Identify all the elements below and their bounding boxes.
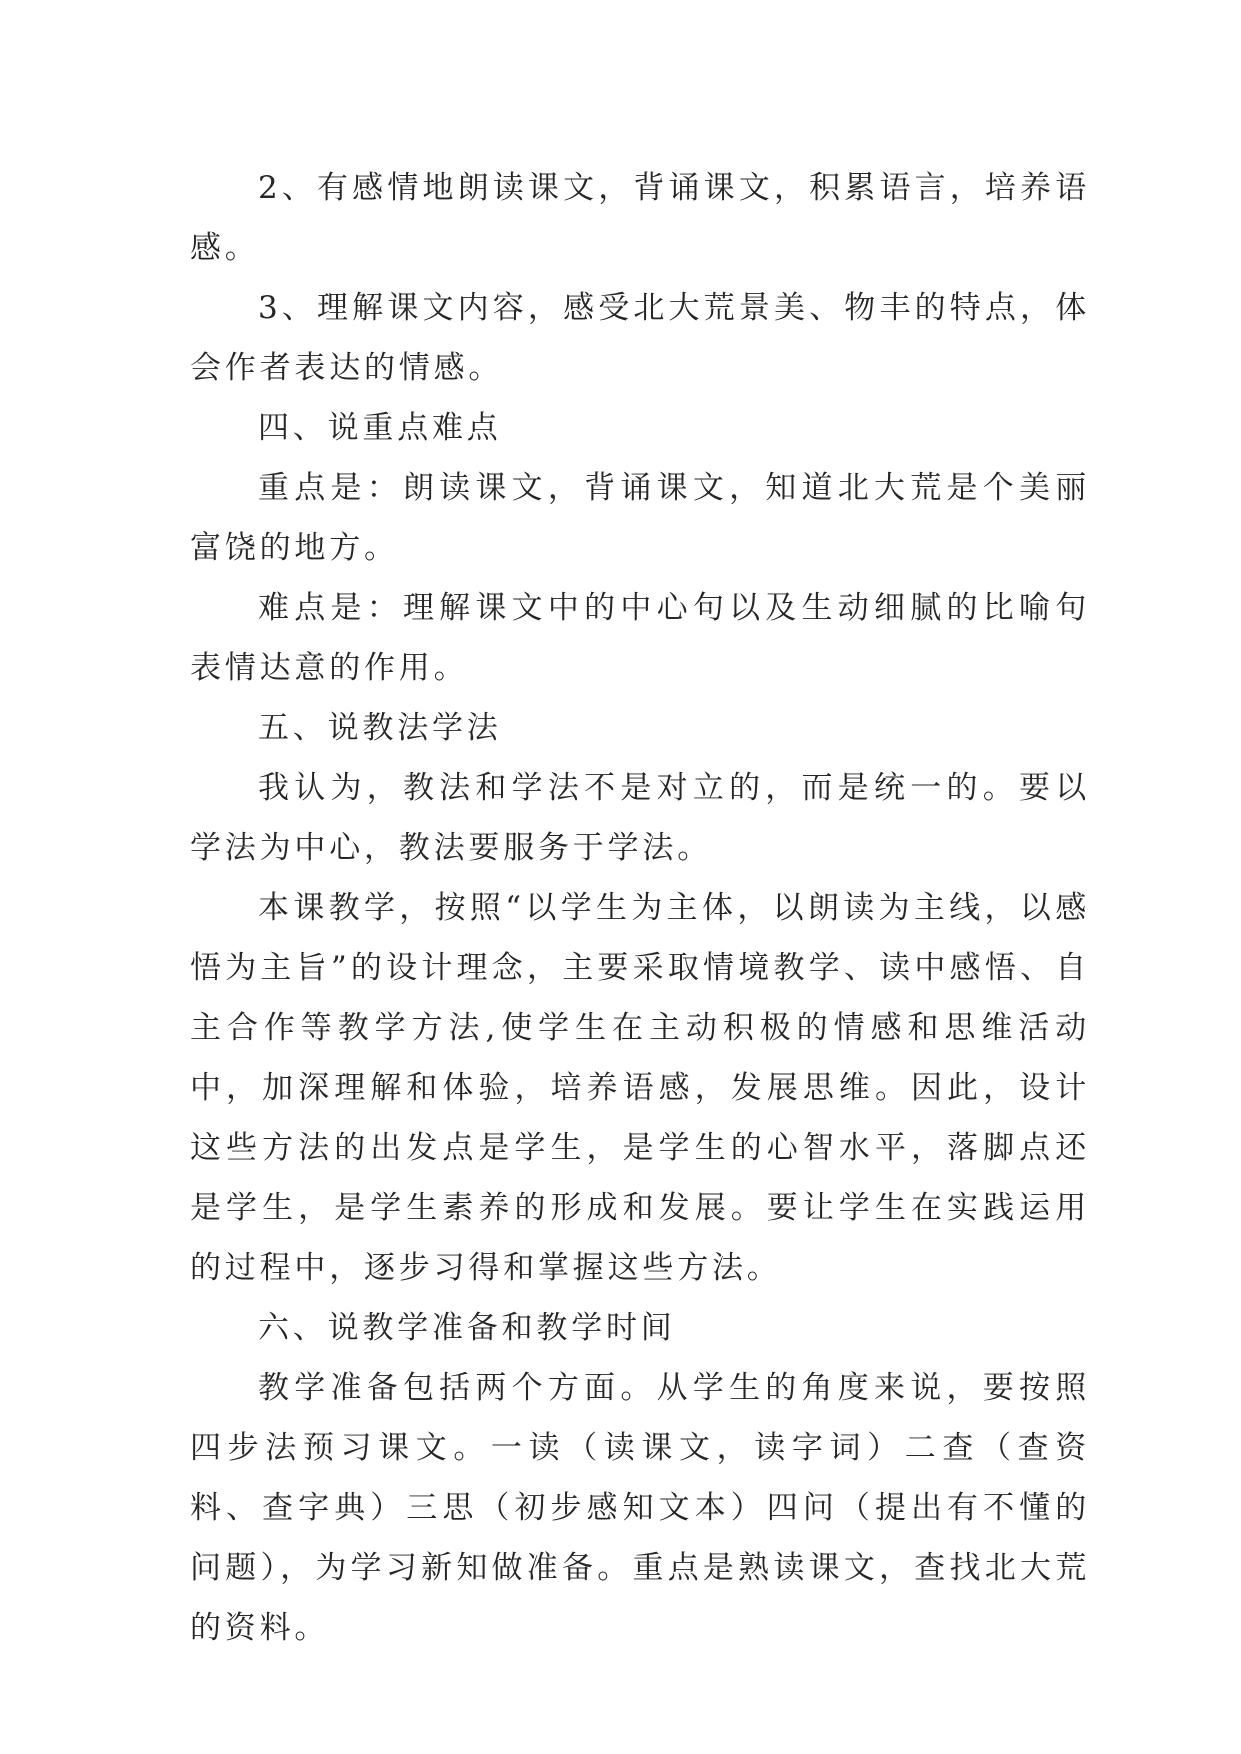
paragraph-objective-2: 2、有感情地朗读课文，背诵课文，积累语言，培养语感。 bbox=[190, 170, 1090, 266]
paragraph-key-point: 重点是：朗读课文，背诵课文，知道北大荒是个美丽富饶的地方。 bbox=[190, 470, 1090, 566]
paragraph-methods-detail: 本课教学，按照“以学生为主体，以朗读为主线，以感悟为主旨”的设计理念，主要采取情境教学、读中感悟、自主合作等教学方法,使学生在主动积极的情感和思维活动中，加深理解和体验，培养语感，发展思维。因此，设计这些方法的出发点是学生，是学生的心智水平，落脚点还是学生，是学生素养的形成和发展。要让学生在实践运用的过程中，逐步习得和掌握这些方法。 bbox=[190, 890, 1090, 1286]
section-heading-teaching-methods: 五、说教法学法 bbox=[258, 710, 502, 746]
paragraph-preparation: 教学准备包括两个方面。从学生的角度来说，要按照四步法预习课文。一读（读课文，读字词）二查（查资料、查字典）三思（初步感知文本）四问（提出有不懂的问题），为学习新知做准备。重点是熟读课文，查找北大荒的资料。 bbox=[190, 1370, 1090, 1646]
paragraph-methods-view: 我认为，教法和学法不是对立的，而是统一的。要以学法为中心，教法要服务于学法。 bbox=[190, 770, 1090, 866]
section-heading-preparation-time: 六、说教学准备和教学时间 bbox=[258, 1310, 676, 1346]
paragraph-objective-3: 3、理解课文内容，感受北大荒景美、物丰的特点，体会作者表达的情感。 bbox=[190, 290, 1090, 386]
paragraph-difficult-point: 难点是：理解课文中的中心句以及生动细腻的比喻句表情达意的作用。 bbox=[190, 590, 1090, 686]
document-body bbox=[190, 158, 1090, 1658]
section-heading-key-points: 四、说重点难点 bbox=[258, 410, 502, 446]
